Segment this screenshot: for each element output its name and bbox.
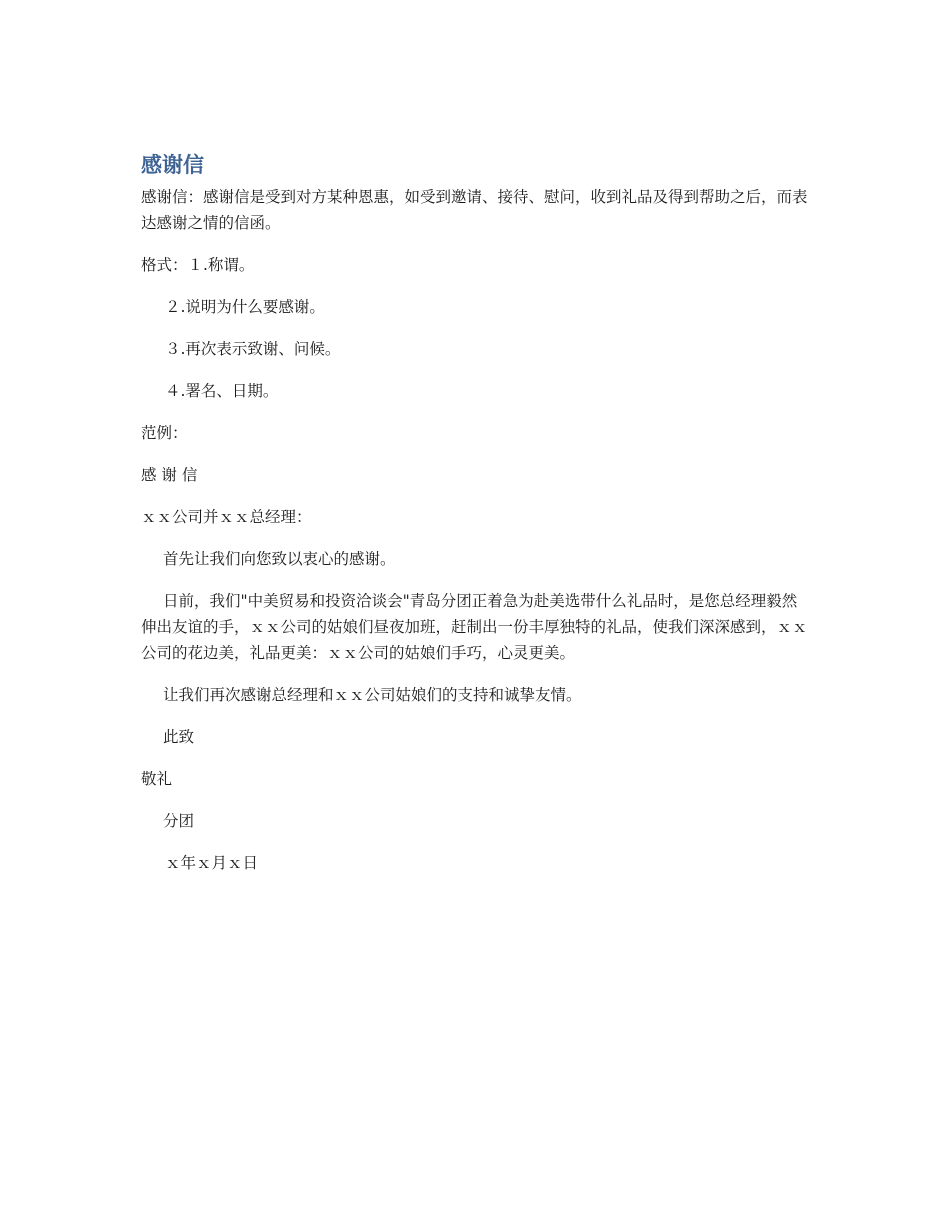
document-title: 感谢信: [141, 153, 204, 177]
letter-date: ｘ年ｘ月ｘ日: [165, 854, 259, 872]
letter-closing-1: 此致: [163, 728, 195, 746]
intro-paragraph: 感谢信：感谢信是受到对方某种恩惠，如受到邀请、接待、慰问，收到礼品及得到帮助之后，而表达感谢之情的信函。: [141, 188, 808, 232]
format-item-2: ２.说明为什么要感谢。: [165, 298, 325, 316]
letter-paragraph-2: 日前，我们"中美贸易和投资洽谈会"青岛分团正着急为赴美选带什么礼品时，是您总经理毅然伸出友谊的手，ｘｘ公司的姑娘们昼夜加班，赶制出一份丰厚独特的礼品，使我们深深感到，ｘｘ公司的花边美，礼品更美：ｘｘ公司的姑娘们手巧，心灵更美。: [141, 592, 808, 662]
letter-salutation: ｘｘ公司并ｘｘ总经理：: [141, 508, 312, 526]
letter-paragraph-3: 让我们再次感谢总经理和ｘｘ公司姑娘们的支持和诚挚友情。: [163, 686, 582, 704]
letter-paragraph-1: 首先让我们向您致以衷心的感谢。: [163, 550, 396, 568]
letter-closing-2: 敬礼: [141, 770, 173, 788]
format-item-4: ４.署名、日期。: [165, 382, 279, 400]
example-label: 范例：: [141, 424, 188, 442]
format-line: 格式：１.称谓。: [141, 256, 255, 274]
document-page: [141, 150, 811, 876]
letter-heading: 感 谢 信: [141, 466, 198, 484]
format-item-3: ３.再次表示致谢、问候。: [165, 340, 341, 358]
letter-signature: 分团: [163, 812, 195, 830]
